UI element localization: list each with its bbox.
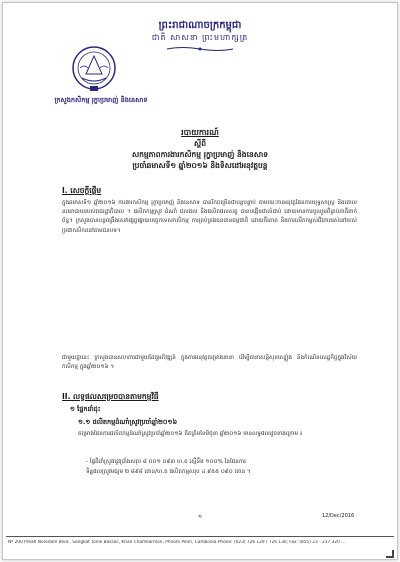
subsection-planting: ១ ផ្នែកដាំដុះ: [70, 405, 101, 413]
intro-heading: I. សេចក្តីផ្តើម: [62, 186, 102, 195]
ministry-name: ក្រសួងកសិកម្ម រុក្ខាប្រមាញ់ និងនេសាទ: [54, 96, 148, 104]
intro-paragraph-2: ជាមួយគ្នានេះ ក្រសួងបានសហការជាមួយដៃគូអភិវឌ្ឍន៍ ក្នុងការអនុវត្តគម្រោងនានា ដើម្បីធានាសន្តិសុខស្បៀង និងកំណើនសេដ្ឋកិច្ចក្នុងវិស័យកសិកម្ម ក្នុងឆ្នាំ២០១៦ ។: [62, 355, 357, 371]
subsection-rice-production: ១.១ ផលិតកម្មដំណាំស្រូវប្រចាំឆ្នាំ២០១៦: [78, 418, 178, 426]
document-date: 12/Dec/2016: [322, 513, 355, 519]
report-period: ប្រចាំឆមាសទី១ ឆ្នាំ២០១៦ និងទិសដៅអនុវត្តបន្ត: [132, 161, 268, 170]
ornament-divider-icon: [165, 46, 235, 52]
report-on: ស្តីពី: [194, 139, 206, 148]
kingdom-title: ព្រះរាជាណាចក្រកម្ពុជា: [158, 20, 242, 31]
results-bullet-1: - ផ្ទៃដីដាំស្រូវរដូវប្រាំងសរុប ៨ ០០១ ០៩៣ ហ.ត ស្មើនឹង ១០០% នៃផែនការ: [86, 459, 246, 465]
report-label: របាយការណ៍: [181, 128, 219, 137]
national-motto: ជាតិ សាសនា ព្រះមហាក្សត្រ: [151, 33, 249, 42]
intro-paragraph: ក្នុងឆមាសទី១ ឆ្នាំ២០១៦ ការងារកសិកម្ម រុក្ខាប្រមាញ់ និងនេសាទ បានរីកចម្រើនជាបន្តបន្ទាប់ តាមរយៈការអនុវត្តផែនការយុទ្ធសាស្ត្រ និងគោលនយោបាយរបស់រាជរដ្ឋាភិបាល ។ ផលិតកម្មស្រូវ ដំណាំ ជលផល និងផលិតផលសត្វ បានបង្កើនជាលំដាប់ ដោយមានការចូលរួមពីគ្រប់ភាគីពាក់ព័ន្ធ។ ក្រសួងបានបន្តពង្រឹងសេវាផ្សព្វផ្សាយបច្ចេកទេសកសិកម្ម ការគ្រប់គ្រងធនធានធម្មជាតិ ដោយចីរភាព និងការលើកកម្ពស់ជីវភាពរស់នៅរបស់ប្រជាកសិករនៅតាមជនបទ។: [62, 200, 357, 234]
report-subject: សកម្មភាពការងារកសិកម្ម រុក្ខាប្រមាញ់ និងនេសាទ: [132, 150, 268, 159]
results-paragraph: គម្រោងផែនការផលិតកម្មដំណាំស្រូវប្រចាំឆ្នាំ២០១៦ គិតត្រឹមខែមិថុនា ឆ្នាំ២០១៦ មានលទ្ធផលដូចខាងក្រោម ៖: [78, 431, 303, 437]
footer-divider: [6, 536, 394, 537]
ministry-emblem-icon: [70, 44, 118, 94]
page-number: ១: [198, 514, 202, 520]
results-heading: II. លទ្ធផលសម្រេចបានតាមកម្មវិធី: [62, 392, 159, 401]
page-corner-icon: [386, 550, 394, 558]
results-bullet-1-cont: ទិន្នផលស្រូវមធ្យម ២ ៨៩៨ តោន/ហ.ត ផលិតកម្មសរុប ៤ ៩៥៥ ០៩០ តោន ។: [86, 469, 251, 475]
footer-address: Nº 200 Preah Norodom Blvd., Sangkat Tonle Bassac, Khan Chamkarmon, Phnom Penh, Cambodia Phone: (023) 726 129 / 726 130, Fax: (855) 23 - 217 320 ...: [8, 540, 346, 545]
